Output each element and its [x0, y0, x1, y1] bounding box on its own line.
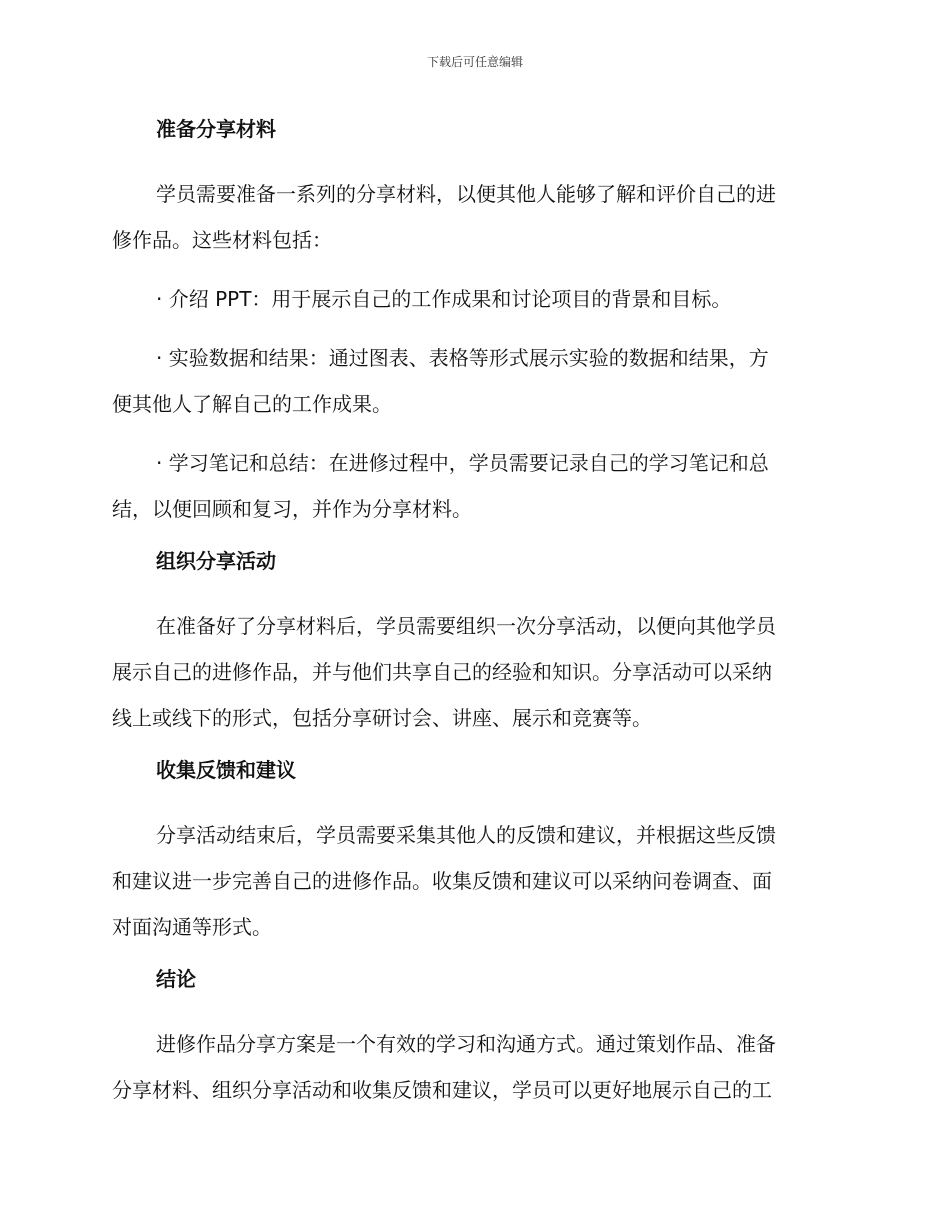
- paragraph-organize: [112, 603, 832, 741]
- bullet-line: · 学习笔记和总结：在进修过程中，学员需要记录自己的学习笔记和总: [156, 451, 769, 475]
- paragraph-line: 和建议进一步完善自己的进修作品。收集反馈和建议可以采纳问卷调查、面: [112, 869, 772, 893]
- paragraph-line: 展示自己的进修作品，并与他们共享自己的经验和知识。分享活动可以采纳: [112, 660, 772, 684]
- bullet-line: · 实验数据和结果：通过图表、表格等形式展示实验的数据和结果，方: [156, 346, 769, 370]
- paragraph-line: 在准备好了分享材料后，学员需要组织一次分享活动，以便向其他学员: [156, 614, 776, 638]
- paragraph-line: 线上或线下的形式，包括分享研讨会、讲座、展示和竞赛等。: [112, 706, 652, 730]
- bullet-line: · 介绍 PPT：用于展示自己的工作成果和讨论项目的背景和目标。: [156, 287, 732, 311]
- bullet-line: 结，以便回顾和复习，并作为分享材料。: [112, 497, 472, 521]
- section-title-conclusion: 结论: [156, 967, 196, 991]
- paragraph-feedback: [112, 812, 832, 950]
- bullet-line: 便其他人了解自己的工作成果。: [112, 392, 392, 416]
- section-title-prepare-materials: 准备分享材料: [156, 117, 276, 141]
- paragraph-line: 分享活动结束后，学员需要采集其他人的反馈和建议，并根据这些反馈: [156, 823, 776, 847]
- paragraph-prepare-intro: [112, 171, 832, 263]
- paragraph-conclusion: [112, 1021, 832, 1113]
- paragraph-line: 进修作品分享方案是一个有效的学习和沟通方式。通过策划作品、准备: [156, 1032, 776, 1056]
- bullet-item-data: [112, 335, 832, 427]
- header-note: 下载后可任意编辑: [426, 55, 523, 69]
- section-title-organize-activity: 组织分享活动: [156, 549, 276, 573]
- document-body: [112, 113, 832, 1113]
- paragraph-line: 学员需要准备一系列的分享材料，以便其他人能够了解和评价自己的进: [156, 182, 776, 206]
- paragraph-line: 对面沟通等形式。: [112, 915, 272, 939]
- bullet-item-notes: [112, 440, 832, 532]
- paragraph-line: 分享材料、组织分享活动和收集反馈和建议，学员可以更好地展示自己的工: [112, 1078, 772, 1102]
- paragraph-line: 修作品。这些材料包括：: [112, 228, 332, 252]
- section-title-collect-feedback: 收集反馈和建议: [156, 758, 296, 782]
- bullet-item-ppt: [112, 276, 832, 322]
